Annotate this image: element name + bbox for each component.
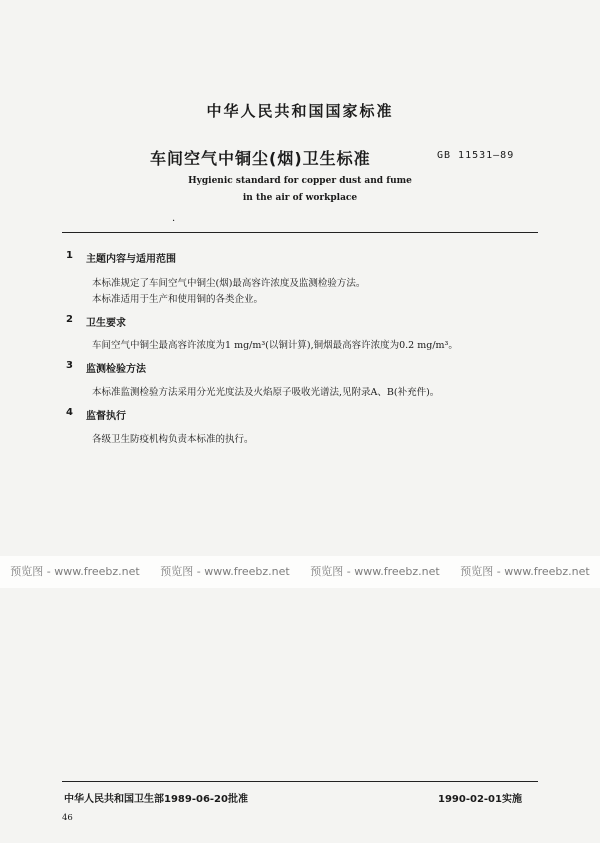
standard-title: 车间空气中铜尘(烟)卫生标准	[150, 149, 371, 168]
watermark-text: 预览图 - www.freebz.net	[310, 565, 440, 578]
section-paragraph: 本标准适用于生产和使用铜的各类企业。	[92, 294, 264, 305]
section-heading: 主题内容与适用范围	[86, 254, 176, 265]
english-title-line2: in the air of workplace	[242, 193, 358, 203]
section-heading: 监测检验方法	[86, 364, 146, 375]
section-number: 4	[66, 407, 73, 418]
section-number: 3	[66, 360, 73, 371]
approval-line: 中华人民共和国卫生部1989-06-20批准	[64, 794, 248, 805]
watermark-band	[0, 556, 600, 588]
section-number: 1	[66, 250, 73, 261]
watermark-text: 预览图 - www.freebz.net	[160, 565, 290, 578]
watermark-text: 预览图 - www.freebz.net	[10, 565, 140, 578]
page-number: 46	[62, 813, 73, 823]
implementation-date: 1990-02-01实施	[438, 794, 522, 805]
standard-number: GB 11531—89	[437, 150, 515, 161]
section-paragraph: 本标准监测检验方法采用分光光度法及火焰原子吸收光谱法,见附录A、B(补充件)。	[92, 387, 440, 398]
footer-rule	[62, 781, 538, 782]
issuing-organization: 中华人民共和国国家标准	[206, 102, 394, 120]
stray-mark: ·	[172, 216, 176, 227]
section-paragraph: 各级卫生防疫机构负责本标准的执行。	[92, 434, 254, 445]
english-title-line1: Hygienic standard for copper dust and fume	[188, 176, 412, 186]
section-heading: 卫生要求	[86, 318, 126, 329]
section-paragraph: 车间空气中铜尘最高容许浓度为1 mg/m³(以铜计算),铜烟最高容许浓度为0.2 mg/m³。	[92, 340, 458, 351]
watermark-text: 预览图 - www.freebz.net	[460, 565, 590, 578]
section-heading: 监督执行	[86, 411, 126, 422]
section-paragraph: 本标准规定了车间空气中铜尘(烟)最高容许浓度及监测检验方法。	[92, 278, 366, 289]
section-number: 2	[66, 314, 73, 325]
header-rule	[62, 232, 538, 233]
